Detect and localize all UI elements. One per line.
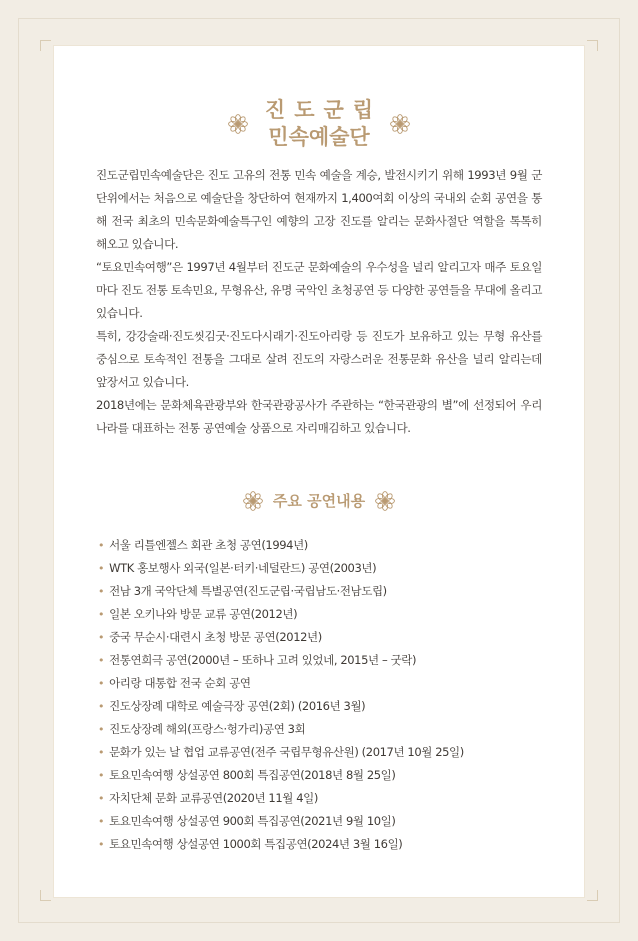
list-item-text: 진도상장례 해외(프랑스·헝가리)공연 3회 bbox=[109, 722, 306, 736]
corner-ornament bbox=[40, 890, 51, 901]
bullet-icon: • bbox=[98, 769, 105, 782]
list-item bbox=[98, 603, 548, 626]
title-text bbox=[256, 98, 382, 150]
list-item-text: 중국 무순시·대련시 초청 방문 공연(2012년) bbox=[109, 630, 322, 644]
title-line-1: 진도군립 bbox=[264, 98, 383, 122]
list-item bbox=[98, 810, 548, 833]
list-item bbox=[98, 718, 548, 741]
content-card bbox=[54, 46, 584, 897]
list-item-text: 전남 3개 국악단체 특별공연(진도군립·국립남도·전남도립) bbox=[109, 584, 387, 598]
list-item bbox=[98, 695, 548, 718]
bullet-icon: • bbox=[98, 792, 105, 805]
section-title: 주요 공연내용 bbox=[272, 492, 366, 510]
list-item-text: 문화가 있는 날 협업 교류공연(전주 국립무형유산원) (2017년 10월 25일) bbox=[109, 745, 464, 759]
intro-paragraph: 2018년에는 문화체육관광부와 한국관광공사가 주관하는 “한국관광의 별”에 선정되어 우리나라를 대표하는 전통 공연예술 상품으로 자리매김하고 있습니다. bbox=[96, 398, 542, 435]
intro-text bbox=[96, 164, 542, 440]
flower-icon bbox=[375, 491, 395, 511]
list-item-text: 토요민속여행 상설공연 1000회 특집공연(2024년 3월 16일) bbox=[109, 837, 403, 851]
intro-paragraph: 진도군립민속예술단은 진도 고유의 전통 민속 예술을 계승, 발전시키기 위해 1993년 9월 군단위에서는 처음으로 예술단을 창단하여 현재까지 1,400여회 이상의 국내외 순회 공연을 통해 전국 최초의 민속문화예술특구인 예향의 고장 진도를 알리는 문화사절단 역할을 톡톡히 해오고 있습니다. bbox=[96, 168, 542, 251]
list-item bbox=[98, 580, 548, 603]
list-item-text: 토요민속여행 상설공연 900회 특집공연(2021년 9월 10일) bbox=[109, 814, 396, 828]
list-item-text: 일본 오키나와 방문 교류 공연(2012년) bbox=[109, 607, 298, 621]
page-title bbox=[54, 98, 584, 150]
list-item bbox=[98, 626, 548, 649]
list-item bbox=[98, 741, 548, 764]
title-line-2: 민속예술단 bbox=[268, 125, 370, 149]
corner-ornament bbox=[587, 40, 598, 51]
flower-icon bbox=[228, 114, 248, 134]
performance-list bbox=[98, 534, 548, 856]
list-item-text: 자치단체 문화 교류공연(2020년 11월 4일) bbox=[109, 791, 318, 805]
bullet-icon: • bbox=[98, 677, 105, 690]
intro-paragraph: “토요민속여행”은 1997년 4월부터 진도군 문화예술의 우수성을 널리 알리고자 매주 토요일마다 진도 전통 토속민요, 무형유산, 유명 국악인 초청공연 등 다양한 공연들을 무대에 올리고 있습니다. bbox=[96, 260, 542, 320]
bullet-icon: • bbox=[98, 539, 105, 552]
bullet-icon: • bbox=[98, 700, 105, 713]
section-heading bbox=[54, 490, 584, 511]
bullet-icon: • bbox=[98, 838, 105, 851]
list-item bbox=[98, 672, 548, 695]
list-item-text: WTK 홍보행사 외국(일본·터키·네덜란드) 공연(2003년) bbox=[109, 561, 377, 575]
bullet-icon: • bbox=[98, 654, 105, 667]
list-item-text: 서울 리틀엔젤스 회관 초청 공연(1994년) bbox=[109, 538, 308, 552]
list-item bbox=[98, 534, 548, 557]
intro-paragraph: 특히, 강강술래·진도씻김굿·진도다시래기·진도아리랑 등 진도가 보유하고 있는 무형 유산를 중심으로 토속적인 전통을 그대로 살려 진도의 자랑스러운 전통문화 유산을 널리 알리는데 앞장서고 있습니다. bbox=[96, 329, 542, 389]
list-item bbox=[98, 557, 548, 580]
list-item bbox=[98, 764, 548, 787]
list-item-text: 토요민속여행 상설공연 800회 특집공연(2018년 8월 25일) bbox=[109, 768, 396, 782]
corner-ornament bbox=[40, 40, 51, 51]
list-item-text: 전통연희극 공연(2000년 – 또하나 고려 있었네, 2015년 – 굿락) bbox=[109, 653, 417, 667]
bullet-icon: • bbox=[98, 608, 105, 621]
list-item bbox=[98, 787, 548, 810]
bullet-icon: • bbox=[98, 585, 105, 598]
bullet-icon: • bbox=[98, 631, 105, 644]
bullet-icon: • bbox=[98, 562, 105, 575]
flower-icon bbox=[243, 491, 263, 511]
list-item bbox=[98, 833, 548, 856]
bullet-icon: • bbox=[98, 746, 105, 759]
list-item-text: 아리랑 대통합 전국 순회 공연 bbox=[109, 676, 251, 690]
corner-ornament bbox=[587, 890, 598, 901]
list-item bbox=[98, 649, 548, 672]
flower-icon bbox=[390, 114, 410, 134]
bullet-icon: • bbox=[98, 815, 105, 828]
bullet-icon: • bbox=[98, 723, 105, 736]
list-item-text: 진도상장례 대학로 예술극장 공연(2회) (2016년 3월) bbox=[109, 699, 366, 713]
